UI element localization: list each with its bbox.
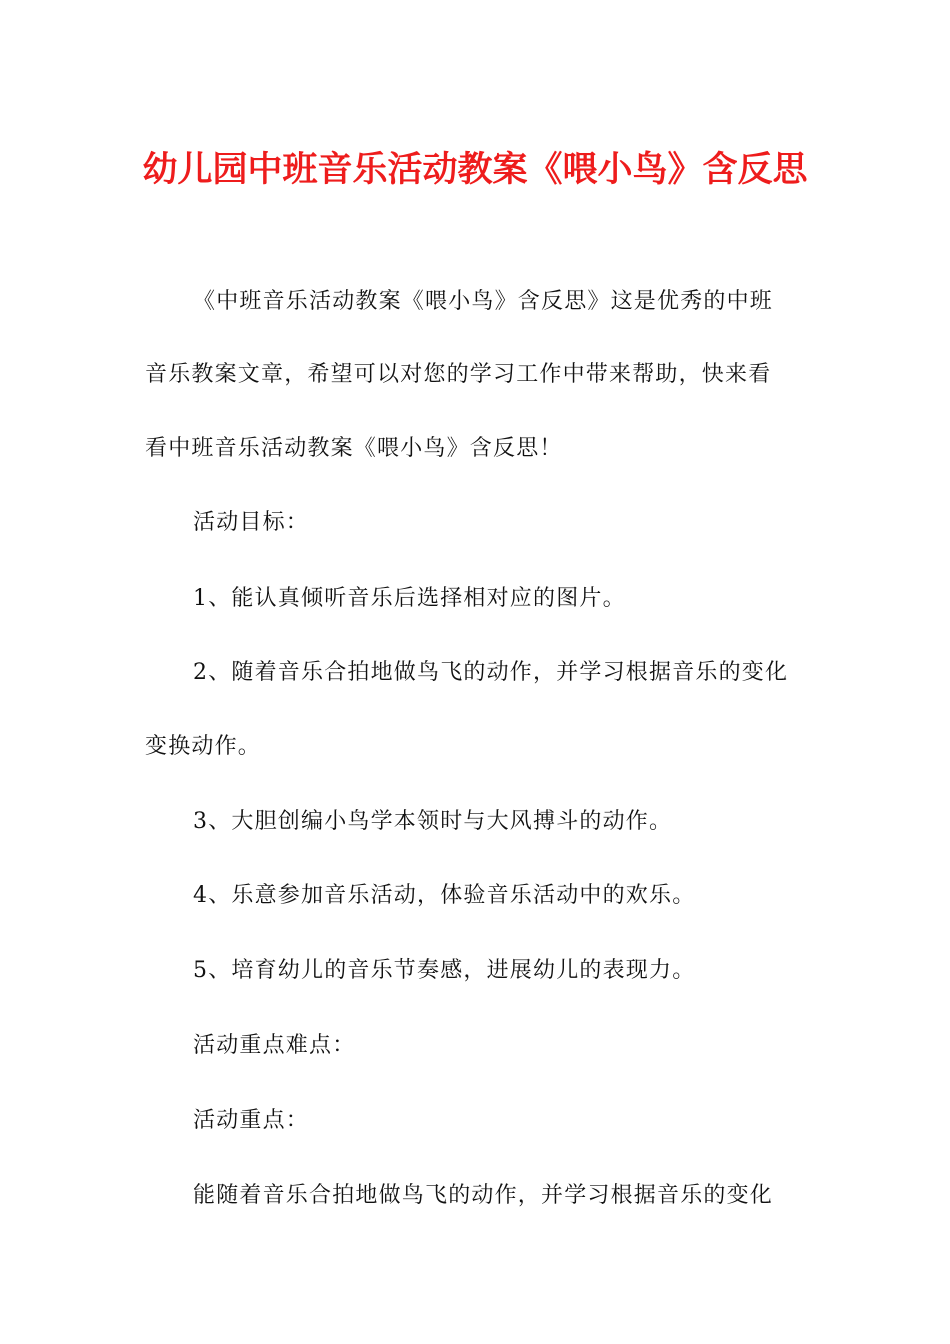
list-item-continuation: 变换动作。: [145, 734, 262, 759]
paragraph-line: 看中班音乐活动教案《喂小鸟》含反思！: [145, 436, 563, 461]
list-item: 2、随着音乐合拍地做鸟飞的动作，并学习根据音乐的变化: [193, 660, 789, 685]
section-heading: 活动重点难点：: [193, 1033, 356, 1058]
section-heading: 活动重点：: [193, 1108, 310, 1133]
list-item: 5、培育幼儿的音乐节奏感，进展幼儿的表现力。: [193, 958, 696, 983]
list-item: 1、能认真倾听音乐后选择相对应的图片。: [193, 586, 626, 611]
paragraph-line: 音乐教案文章，希望可以对您的学习工作中带来帮助，快来看: [145, 362, 772, 387]
list-item: 4、乐意参加音乐活动，体验音乐活动中的欢乐。: [193, 883, 696, 908]
paragraph-line: 能随着音乐合拍地做鸟飞的动作，并学习根据音乐的变化: [193, 1183, 774, 1208]
document-title: 幼儿园中班音乐活动教案《喂小鸟》含反思: [142, 150, 808, 190]
paragraph-line: 《中班音乐活动教案《喂小鸟》含反思》这是优秀的中班: [193, 289, 774, 314]
section-heading: 活动目标：: [193, 510, 310, 535]
list-item: 3、大胆创编小鸟学本领时与大风搏斗的动作。: [193, 809, 673, 834]
